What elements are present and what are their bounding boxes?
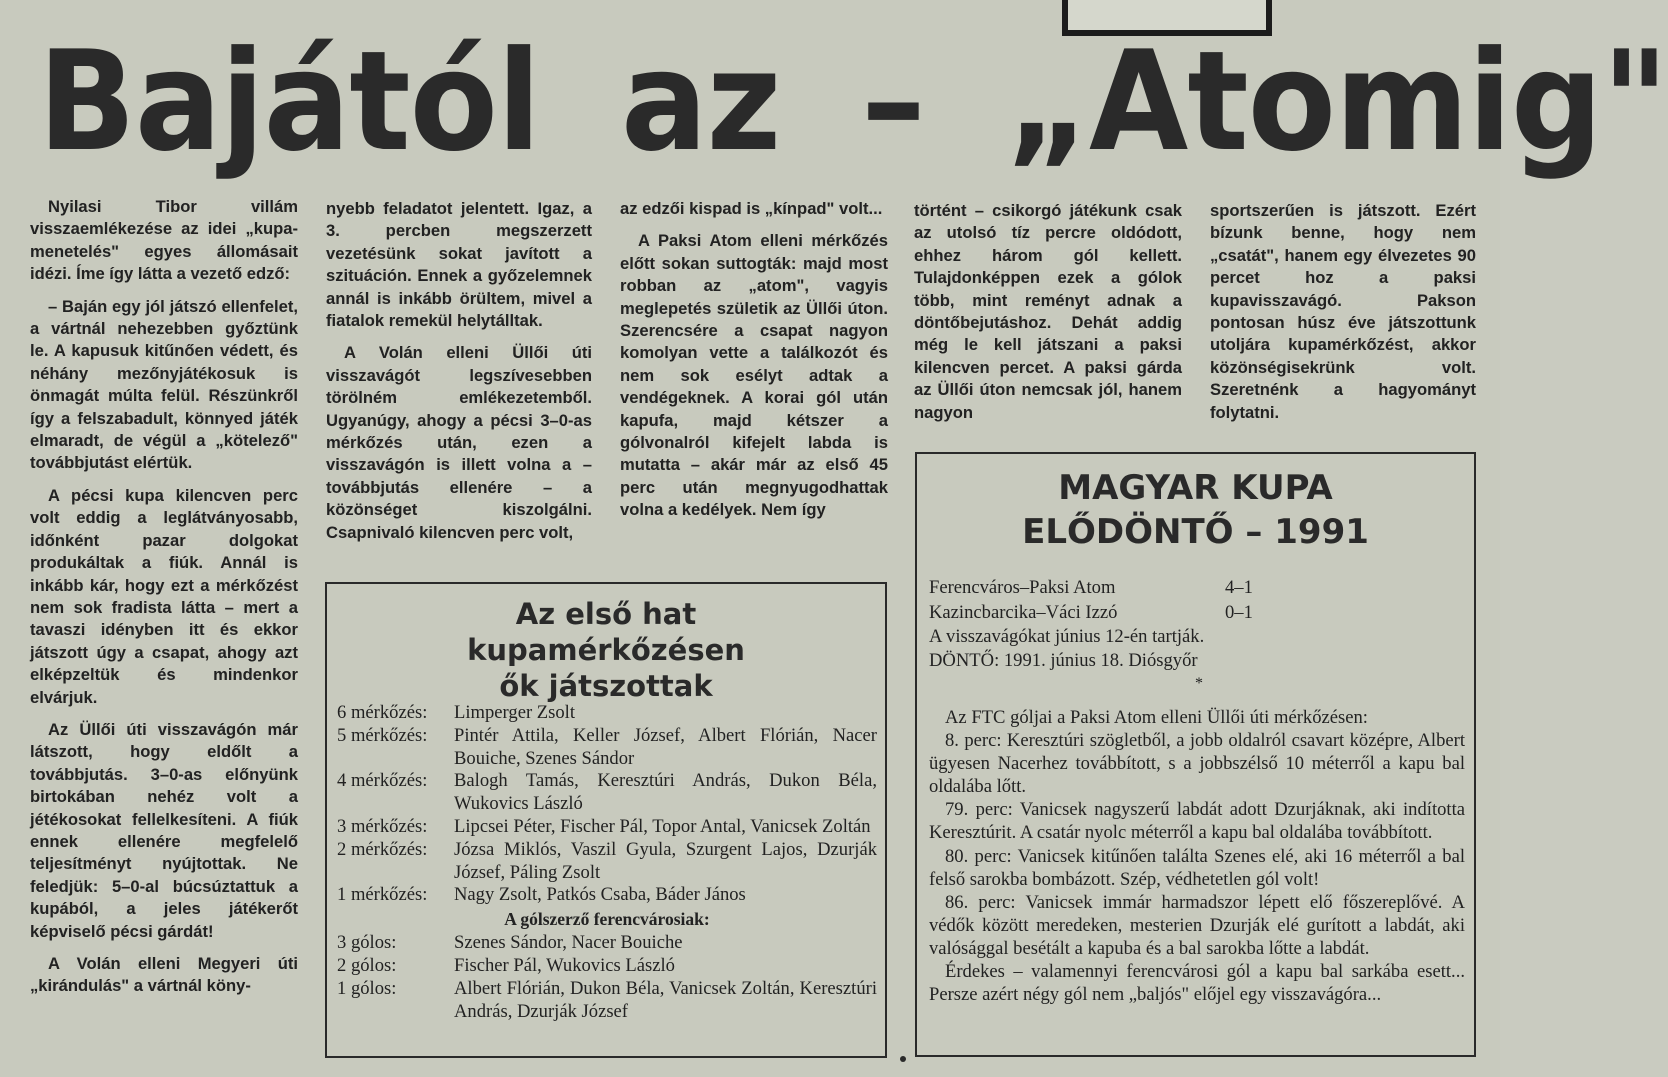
players-box-title <box>327 596 885 704</box>
cup-results-box <box>915 452 1476 1057</box>
paragraph: A Volán elleni Üllői úti visszavágót legszívesebben törölném emlékezetemből. Ugyanúgy, ahogy a pécsi 3–0-as mérkőzés után, ezen a visszavágón is illett volna a – továbbjutás ellenére – a közönséget kiszolgálni. Csapnivaló kilencven perc volt, <box>326 343 592 542</box>
paragraph: az edzői kispad is „kínpad" volt... <box>620 199 883 218</box>
players-box <box>325 582 887 1058</box>
match-name: Kazincbarcika–Váci Izzó <box>929 601 1118 623</box>
list-item <box>337 770 877 816</box>
paragraph: – Baján egy jól játszó ellenfelet, a vártnál nehezebben győztünk le. A kapusuk kitűnően védett, és néhány mezőnyjátékosuk is önmagát múlta felül. Részünkről így a felszabadult, könnyed játék elmaradt, de végül a „kötelező" továbbjutást elértük. <box>30 296 298 473</box>
paragraph: Az FTC góljai a Paksi Atom elleni Üllői úti mérkőzésen: <box>945 707 1368 728</box>
paragraph: nyebb feladatot jelentett. Igaz, a 3. percben megszerzett vezetésünk sokat javított a szituáción. Ennek a győzelemnek annál is inkább örültem, mivel a fiatalok remekül helytálltak. <box>326 199 592 331</box>
title-line: Az első hat <box>515 597 697 631</box>
list-item <box>337 816 877 839</box>
paragraph: 80. perc: Vanicsek kitűnően találta Szenes elé, aki 16 méterről a bal felső sarokba bombázott. Szép, védhetetlen gól volt! <box>929 845 1465 890</box>
paragraph: Érdekes – valamennyi ferencvárosi gól a kapu bal sarkába esett... Persze azért négy gól nem „baljós" előjel egy visszavágóra... <box>929 961 1465 1006</box>
player-names: Limperger Zsolt <box>454 702 576 723</box>
appearances-label: 3 mérkőzés: <box>337 815 428 837</box>
paragraph: 79. perc: Vanicsek nagyszerű labdát adott Dzurjáknak, aki indította Keresztúrit. A csatár nyolc méterről a kapu bal oldalába továbbított. <box>929 799 1465 844</box>
goals-description <box>929 706 1465 1006</box>
article-column-2 <box>326 198 592 544</box>
paragraph: sportszerűen is játszott. Ezért bízunk benne, hogy nem „csatát", hanem egy élvezetes 90 percet hoz a paksi kupavisszavágó. Pakson pontosan húsz éve játszottunk utoljára kupamérkőzést, akkor közönségisekrünk volt. Szeretnénk a hagyományt folytatni. <box>1210 201 1476 422</box>
goals-label: 1 gólos: <box>337 977 397 999</box>
paragraph: Az Üllői úti visszavágón már látszott, hogy eldőlt a továbbjutás. 3–0-as előnyünk birtokában nehéz volt a jétékosokat fellelkesíteni. A fiúk ennek ellenére megfelelő teljesítményt nyújtottak. Ne feledjük: 5–0-al búcsúztattuk a kupából, a jeles játékerőt képviselő pécsi gárdát! <box>30 719 298 941</box>
article-column-4 <box>914 200 1182 424</box>
list-item <box>337 884 877 907</box>
separator-star: * <box>1195 675 1203 692</box>
list-item <box>337 839 877 885</box>
appearances-label: 1 mérkőzés: <box>337 884 428 906</box>
list-item <box>337 725 877 771</box>
title-line: kupamérkőzésen <box>467 633 745 667</box>
goals-label: 2 gólos: <box>337 954 397 976</box>
title-line: MAGYAR KUPA <box>1058 468 1333 508</box>
return-leg-note: A visszavágókat június 12-én tartják. <box>929 626 1205 647</box>
match-score: 0–1 <box>1225 601 1253 623</box>
player-names: Lipcsei Péter, Fischer Pál, Topor Antal, Vanicsek Zoltán <box>454 815 871 837</box>
player-names: Pintér Attila, Keller József, Albert Flórián, Nacer Bouiche, Szenes Sándor <box>454 724 877 769</box>
title-line: ők játszottak <box>499 669 713 703</box>
appearances-label: 4 mérkőzés: <box>337 770 428 792</box>
list-item <box>337 702 877 725</box>
appearances-label: 6 mérkőzés: <box>337 702 428 723</box>
list-item <box>337 932 877 955</box>
results-list <box>929 576 1469 694</box>
result-row <box>929 576 1469 601</box>
paragraph: 8. perc: Keresztúri szögletből, a jobb oldalról csavart középre, Albert ügyesen Nacerhez továbbított, s a jobbszélső 10 méterről a kapu bal oldalába lőtt. <box>929 730 1465 798</box>
title-line: ELŐDÖNTŐ – 1991 <box>1022 512 1369 552</box>
article-column-1 <box>30 196 298 998</box>
list-item <box>337 955 877 978</box>
paragraph: A pécsi kupa kilencven perc volt eddig a leglátványosabb, időnként pazar dolgokat produkáltak a fiúk. Annál is inkább kár, hogy ezt a mérkőzést nem sok fradista látta – mert a tavaszi idényben itt és ekkor játszott úgy a csapat, ahogy azt elképzeltük és mindenkor elvárjuk. <box>30 485 298 707</box>
goals-label: 3 gólos: <box>337 932 397 954</box>
print-dot <box>900 1056 906 1062</box>
result-row <box>929 601 1469 626</box>
final-note: DÖNTŐ: 1991. június 18. Diósgyőr <box>929 649 1198 671</box>
paragraph: Nyilasi Tibor villám visszaemlékezése az idei „kupa-menetelés" egyes állomásait idézi. Íme így látta a vezető edző: <box>30 197 298 284</box>
scorer-names: Szenes Sándor, Nacer Bouiche <box>454 932 683 954</box>
match-name: Ferencváros–Paksi Atom <box>929 577 1116 598</box>
paragraph: A Volán elleni Megyeri úti „kirándulás" a vártnál köny- <box>30 954 298 996</box>
article-column-5 <box>1210 200 1476 424</box>
paragraph: 86. perc: Vanicsek immár harmadszor lépett elő főszereplővé. A védők között meredeken, mesterien Dzurják elé gurított a labdát, aki valósággal besétált a kapuba és a bal sarokba lőtte a labdát. <box>929 891 1465 959</box>
players-list <box>337 702 877 1023</box>
appearances-label: 5 mérkőzés: <box>337 724 428 746</box>
paragraph: A Paksi Atom elleni mérkőzés előtt sokan suttogták: majd most robban az „atom", vagyis meglepetés születik az Üllői úton. Szerencsére a csapat nagyon komolyan vette a találkozót és nem sok esélyt adtak a vendégeknek. A korai gól után kapufa, majd kétszer a gólvonalról kifejelt labda is mutatta – akár már az első 45 perc után megnyugodhattak volna a kedélyek. Nem így <box>620 231 888 520</box>
scorers-heading: A gólszerző ferencvárosiak: <box>504 909 710 930</box>
match-score: 4–1 <box>1225 577 1253 598</box>
scorer-names: Fischer Pál, Wukovics László <box>454 954 675 976</box>
headline: Bajától az – „Atomig" <box>38 21 1668 182</box>
player-names: Józsa Miklós, Vaszil Gyula, Szurgent Lajos, Dzurják József, Páling Zsolt <box>454 838 877 883</box>
player-names: Balogh Tamás, Keresztúri András, Dukon Béla, Wukovics László <box>454 770 877 815</box>
scorer-names: Albert Flórián, Dukon Béla, Vanicsek Zoltán, Keresztúri András, Dzurják József <box>454 977 877 1022</box>
appearances-label: 2 mérkőzés: <box>337 838 428 860</box>
article-column-3 <box>620 198 888 522</box>
cup-results-title <box>917 466 1474 554</box>
player-names: Nagy Zsolt, Patkós Csaba, Báder János <box>454 884 746 906</box>
list-item <box>337 978 877 1024</box>
paragraph: történt – csikorgó játékunk csak az utolsó tíz percre oldódott, ehhez három gól kellett. Tulajdonképpen ezek a gólok több, mint reményt adnak a döntőbejutáshoz. Dehát addig még le kell játszani a paksi kilencven percet. A paksi gárda az Üllői úton nemcsak jól, hanem nagyon <box>914 201 1182 422</box>
